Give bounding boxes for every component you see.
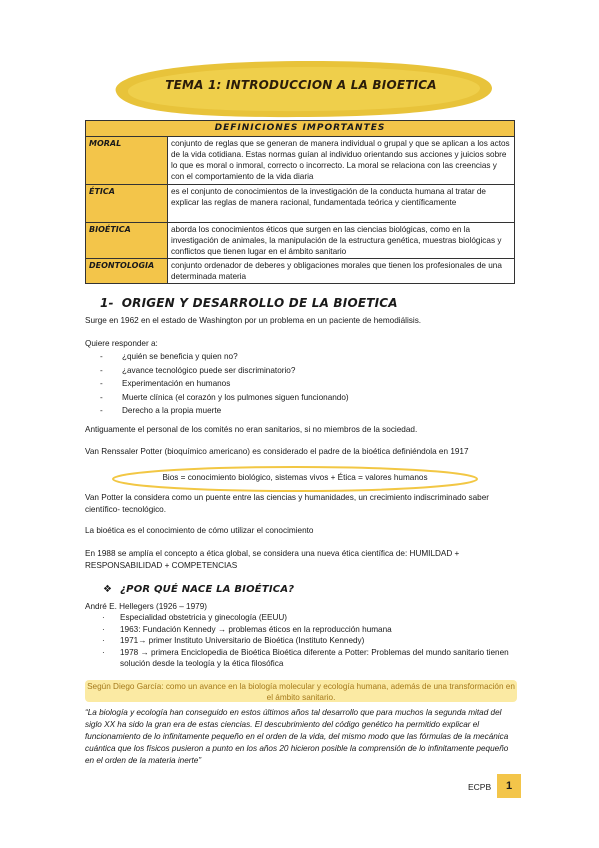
paragraph: En 1988 se amplía el concepto a ética global, se considera una nueva ética científica de: HUMILDAD + RESPONSABILIDAD + COMPETENCIAS (85, 549, 460, 570)
term-bioetica: BIOÉTICA (86, 223, 168, 259)
footer-label: ECPB (468, 782, 492, 792)
page-title: TEMA 1: INTRODUCCION A LA BIOETICA (165, 78, 437, 92)
questions-list (100, 350, 349, 418)
paragraph: Surge en 1962 en el estado de Washington por un problema en un paciente de hemodiálisis. (85, 316, 422, 325)
paragraph: La bioética es el conocimiento de cómo utilizar el conocimiento (85, 526, 314, 535)
definition-bioetica: aborda los conocimientos éticos que surgen en las ciencias biológicas, como en la investigación de animales, la manipulación de la estructura genética, muestras biológicas y conflictos que tienen lugar en el ámbito sanitario (168, 223, 515, 259)
highlight-text: Según Diego García: como un avance en la biología molecular y ecología humana, además de una transformación en el ámbito sanitario. (87, 682, 515, 702)
list-item: - ¿avance tecnológico puede ser discriminatorio? (100, 365, 296, 375)
subsection-heading (103, 584, 294, 595)
subsection-title: ¿POR QUÉ NACE LA BIOÉTICA? (120, 584, 295, 595)
definition-etica: es el conjunto de conocimientos de la investigación de la conducta humana al tratar de explicar las reglas de manera racional, fundamentada teórica y científicamente (168, 185, 515, 223)
definition-deontologia: conjunto ordenador de deberes y obligaciones morales que tienen los profesionales de una determinada materia (168, 259, 515, 284)
diamond-bullet-icon: ❖ (103, 584, 113, 595)
definition-moral: conjunto de reglas que se generan de manera individual o grupal y que se aplican a los actos de la vida cotidiana. Estas normas guían al individuo orientando sus acciones y juicios sobre lo que es moral o inmoral, correcto o incorrecto. La moral se relaciona con las creencias y con el comportamiento de la vida diaria (168, 137, 515, 185)
definitions-table (85, 120, 515, 284)
timeline-list (100, 612, 520, 670)
paragraph: Quiere responder a: (85, 339, 158, 348)
list-item: - Experimentación en humanos (100, 379, 231, 389)
table-header: DEFINICIONES IMPORTANTES (86, 121, 515, 137)
list-item: · 1978 → primera Enciclopedia de Bioética Bioética diferente a Potter: Problemas del mundo sanitario tienen solución desde la teología y la ética filosófica (102, 647, 509, 669)
section-number: 1- (100, 296, 114, 310)
section-heading (100, 296, 398, 310)
term-deontologia: DEONTOLOGIA (86, 259, 168, 284)
formula-text: Bios = conocimiento biológico, sistemas vivos + Ética = valores humanos (162, 473, 428, 482)
table-row (86, 223, 515, 259)
page-number: 1 (497, 774, 521, 798)
list-item: - Muerte clínica (el corazón y los pulmones siguen funcionando) (100, 392, 349, 402)
table-row (86, 185, 515, 223)
list-item: · Especialidad obstetricia y ginecología (EEUU) (102, 613, 288, 622)
author-line: André E. Hellegers (1926 – 1979) (85, 602, 207, 611)
quote-paragraph: “La biología y ecología han conseguido en estos últimos años tal desarrollo que para muchos la segunda mitad del siglo XX ha sido la gran era de estas ciencias. El descubrimiento del código genético ha permitido explicar el funcionamiento de lo infinitamente pequeño en el orden de la vida, del mismo modo que las fórmulas de la mecánica cuántica que los físicos pusieron a punto en los años 20 hicieron posible la comprensión de lo infinitamente pequeño en el orden de la materia inerte” (85, 708, 509, 765)
paragraph: Antiguamente el personal de los comités no eran sanitarios, si no miembros de la sociedad. (85, 425, 418, 434)
table-row (86, 137, 515, 185)
term-moral: MORAL (86, 137, 168, 185)
list-item: - ¿quién se beneficia y quien no? (100, 352, 238, 361)
paragraph: Van Potter la considera como un puente entre las ciencias y humanidades, un crecimiento indiscriminado saber científico- tecnológico. (85, 493, 489, 514)
list-item: - Derecho a la propia muerte (100, 406, 222, 416)
list-item: · 1971→ primer Instituto Universitario de Bioética (Instituto Kennedy) (102, 636, 365, 646)
paragraph: Van Renssaler Potter (bioquímico americano) es considerado el padre de la bioética definiéndola en 1917 (85, 447, 469, 456)
term-etica: ÉTICA (86, 185, 168, 223)
list-item: · 1963: Fundación Kennedy → problemas éticos en la reproducción humana (102, 624, 392, 634)
section-title: ORIGEN Y DESARROLLO DE LA BIOETICA (121, 296, 398, 310)
table-row (86, 259, 515, 284)
